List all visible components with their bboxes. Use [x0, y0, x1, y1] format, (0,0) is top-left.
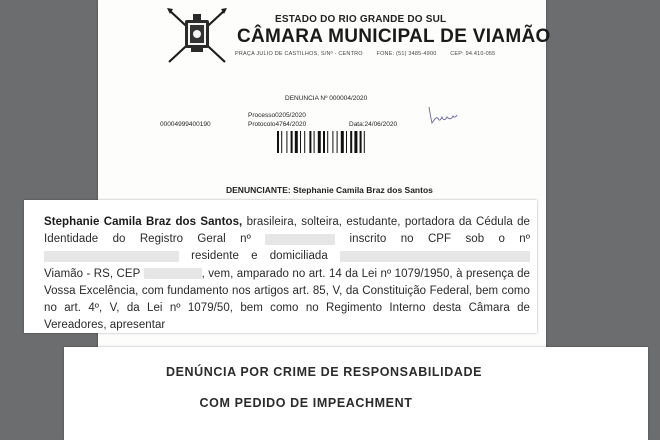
excerpt-text-2: inscrito no CPF sob o nº — [335, 233, 530, 246]
phone-text: FONE: (51) 3485-4900 — [376, 51, 437, 57]
barcode-icon — [277, 131, 385, 153]
processo-number: Processo0205/2020 — [248, 112, 306, 119]
qualification-excerpt — [24, 200, 537, 333]
complainant-name: Stephanie Camila Braz dos Santos, — [44, 216, 243, 228]
redacted-address — [340, 251, 530, 262]
protocol-code: 00004999400190 — [160, 121, 211, 128]
cep-text: CEP: 94.410-055 — [450, 51, 496, 57]
document-title-line1: DENÚNCIA POR CRIME DE RESPONSABILIDADE — [165, 365, 483, 379]
address-line — [235, 51, 515, 57]
excerpt-text-3: residente e domiciliada — [179, 250, 340, 263]
document-title-box — [64, 347, 648, 440]
protocolo-number: Protocolo4764/2020 — [248, 121, 307, 128]
redacted-cep — [144, 268, 202, 279]
protocol-date: Data:24/06/2020 — [349, 121, 398, 128]
qualification-paragraph — [44, 214, 530, 334]
redacted-cpf — [44, 251, 179, 262]
state-header: ESTADO DO RIO GRANDE DO SUL — [275, 14, 447, 25]
excerpt-text-1: brasileira, solteira, estudante, portadora da Cédula de Identidade do Registro Geral nº — [44, 216, 530, 246]
handwritten-initials — [427, 105, 459, 125]
denuncia-number: DENUNCIA Nº 000004/2020 — [285, 95, 368, 102]
redacted-rg — [265, 234, 335, 245]
address-text: PRAÇA JULIO DE CASTILHOS, S/Nº - CENTRO — [235, 51, 363, 57]
chamber-title: CÂMARA MUNICIPAL DE VIAMÃO — [237, 26, 551, 47]
crest-emblem-icon — [163, 6, 231, 66]
excerpt-text-4: Viamão - RS, CEP — [44, 267, 144, 280]
document-title-line2: COM PEDIDO DE IMPEACHMENT — [199, 396, 413, 410]
excerpt-text-5: , vem, amparado no art. 14 da Lei nº 1079/1950, à presença de Vossa Excelência, com fundamento nos artigos art. 85, V, da Constituição Federal, bem como no art. 4º, V, da Lei nº 1079/50, bem como no Regimento Interno desta Câmara de Vereadores, apresentar — [44, 267, 530, 332]
denunciante-line: DENUNCIANTE: Stephanie Camila Braz dos Santos — [226, 185, 433, 195]
